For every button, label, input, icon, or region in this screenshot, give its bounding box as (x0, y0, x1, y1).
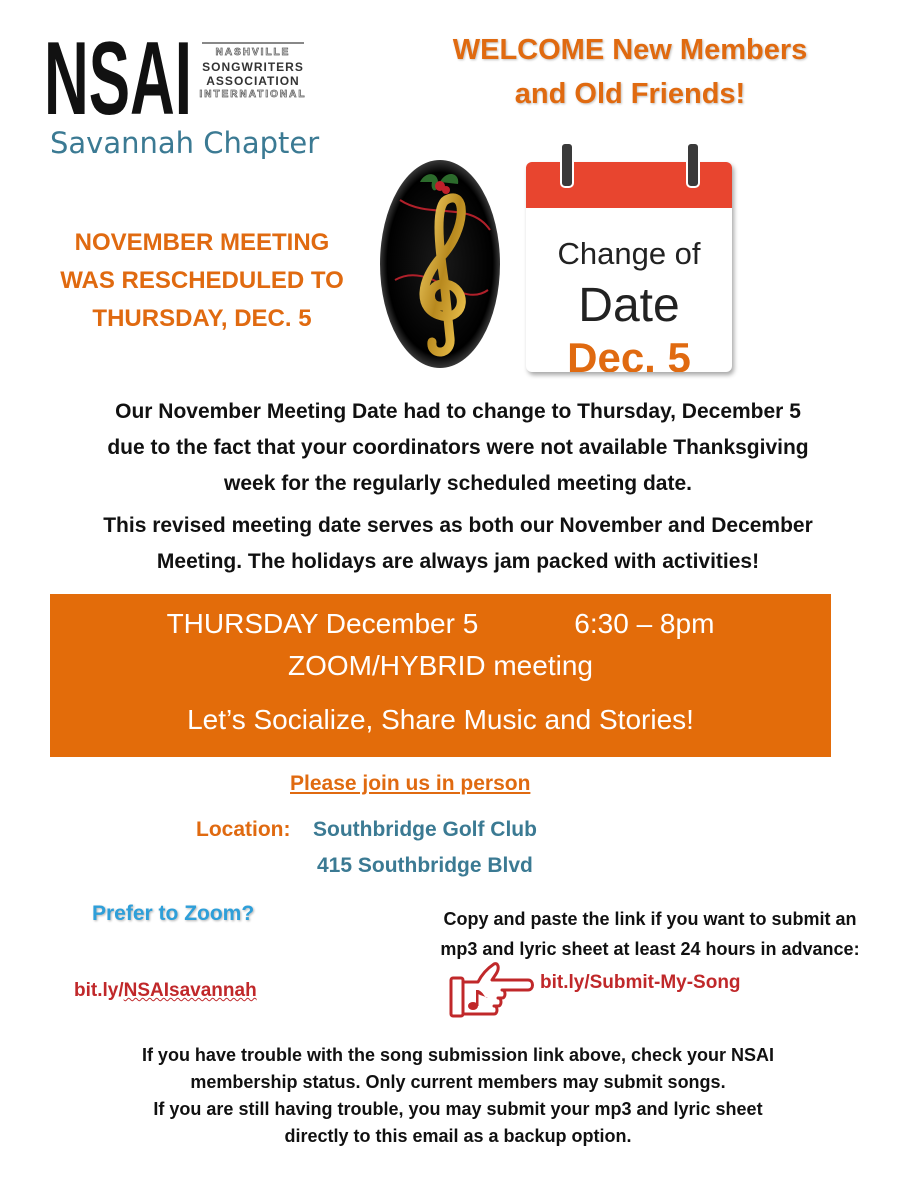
calendar-ring-right (686, 142, 700, 188)
paragraph-reason (20, 394, 896, 502)
paragraph-1-line-3: week for the regularly scheduled meeting date. (224, 472, 692, 495)
calendar-date-word: Date (578, 279, 680, 332)
calendar-header (526, 162, 732, 208)
submit-line-2: mp3 and lyric sheet at least 24 hours in advance: (440, 939, 860, 959)
nsai-logo (44, 22, 194, 122)
pointing-hand-icon (448, 960, 534, 1022)
welcome-line-1: WELCOME New Members (452, 34, 808, 66)
paragraph-revised (20, 508, 896, 580)
footer-line-2: membership status. Only current members may submit songs. (190, 1072, 726, 1092)
footer-line-1: If you have trouble with the song submission link above, check your NSAI (141, 1045, 775, 1065)
footer-line-4: directly to this email as a backup option. (284, 1126, 632, 1146)
paragraph-2-line-2: Meeting. The holidays are always jam packed with activities! (156, 550, 760, 573)
location-name: Southbridge Golf Club (313, 818, 537, 841)
meeting-info-band (50, 594, 831, 757)
calendar-icon (526, 142, 732, 372)
join-in-person: Please join us in person (290, 772, 531, 795)
calendar-date-value: Dec. 5 (567, 334, 691, 372)
reschedule-notice (30, 224, 374, 338)
calendar-page (526, 162, 732, 372)
logo-line-international: INTERNATIONAL (199, 89, 307, 100)
location-address: 415 Southbridge Blvd (317, 854, 533, 877)
logo-line-nashville: NASHVILLE (215, 47, 291, 58)
chapter-name: Savannah Chapter (50, 126, 320, 160)
meeting-day-time (50, 608, 831, 640)
zoom-link-prefix: bit.ly/ (74, 980, 124, 1001)
footer-line-3: If you are still having trouble, you may submit your mp3 and lyric sheet (153, 1099, 763, 1119)
notice-line-3: THURSDAY, DEC. 5 (92, 305, 312, 332)
paragraph-1-line-1: Our November Meeting Date had to change to Thursday, December 5 (115, 400, 801, 423)
meeting-tagline: Let’s Socialize, Share Music and Stories! (187, 704, 694, 735)
notice-line-2: WAS RESCHEDULED TO (60, 267, 344, 294)
zoom-link[interactable] (74, 980, 257, 1002)
submit-song-link[interactable]: bit.ly/Submit-My-Song (540, 972, 741, 993)
skyline-graphic (202, 28, 304, 44)
welcome-heading (400, 28, 860, 116)
treble-clef-icon (380, 160, 500, 368)
meeting-format: ZOOM/HYBRID meeting (288, 650, 593, 681)
notice-line-1: NOVEMBER MEETING (74, 229, 330, 256)
zoom-heading: Prefer to Zoom? (92, 902, 255, 925)
logo-wordmark (196, 28, 310, 102)
paragraph-1-line-2: due to the fact that your coordinators were not available Thanksgiving (107, 436, 809, 459)
calendar-change-of: Change of (557, 236, 701, 271)
welcome-line-2: and Old Friends! (514, 78, 746, 110)
paragraph-2-line-1: This revised meeting date serves as both our November and December (103, 514, 813, 537)
footer-note (20, 1042, 896, 1150)
submit-instructions (400, 904, 900, 964)
location-label: Location: (196, 818, 291, 841)
meeting-day: THURSDAY December 5 (166, 608, 479, 639)
logo-line-songwriters: SONGWRITERS (202, 60, 304, 74)
zoom-link-name: NSAIsavannah (123, 980, 257, 1001)
meeting-time: 6:30 – 8pm (574, 608, 715, 639)
calendar-ring-left (560, 142, 574, 188)
submit-line-1: Copy and paste the link if you want to submit an (443, 909, 857, 929)
logo-line-association: ASSOCIATION (206, 74, 300, 88)
nsai-logo-letters: NSAI (44, 22, 192, 122)
